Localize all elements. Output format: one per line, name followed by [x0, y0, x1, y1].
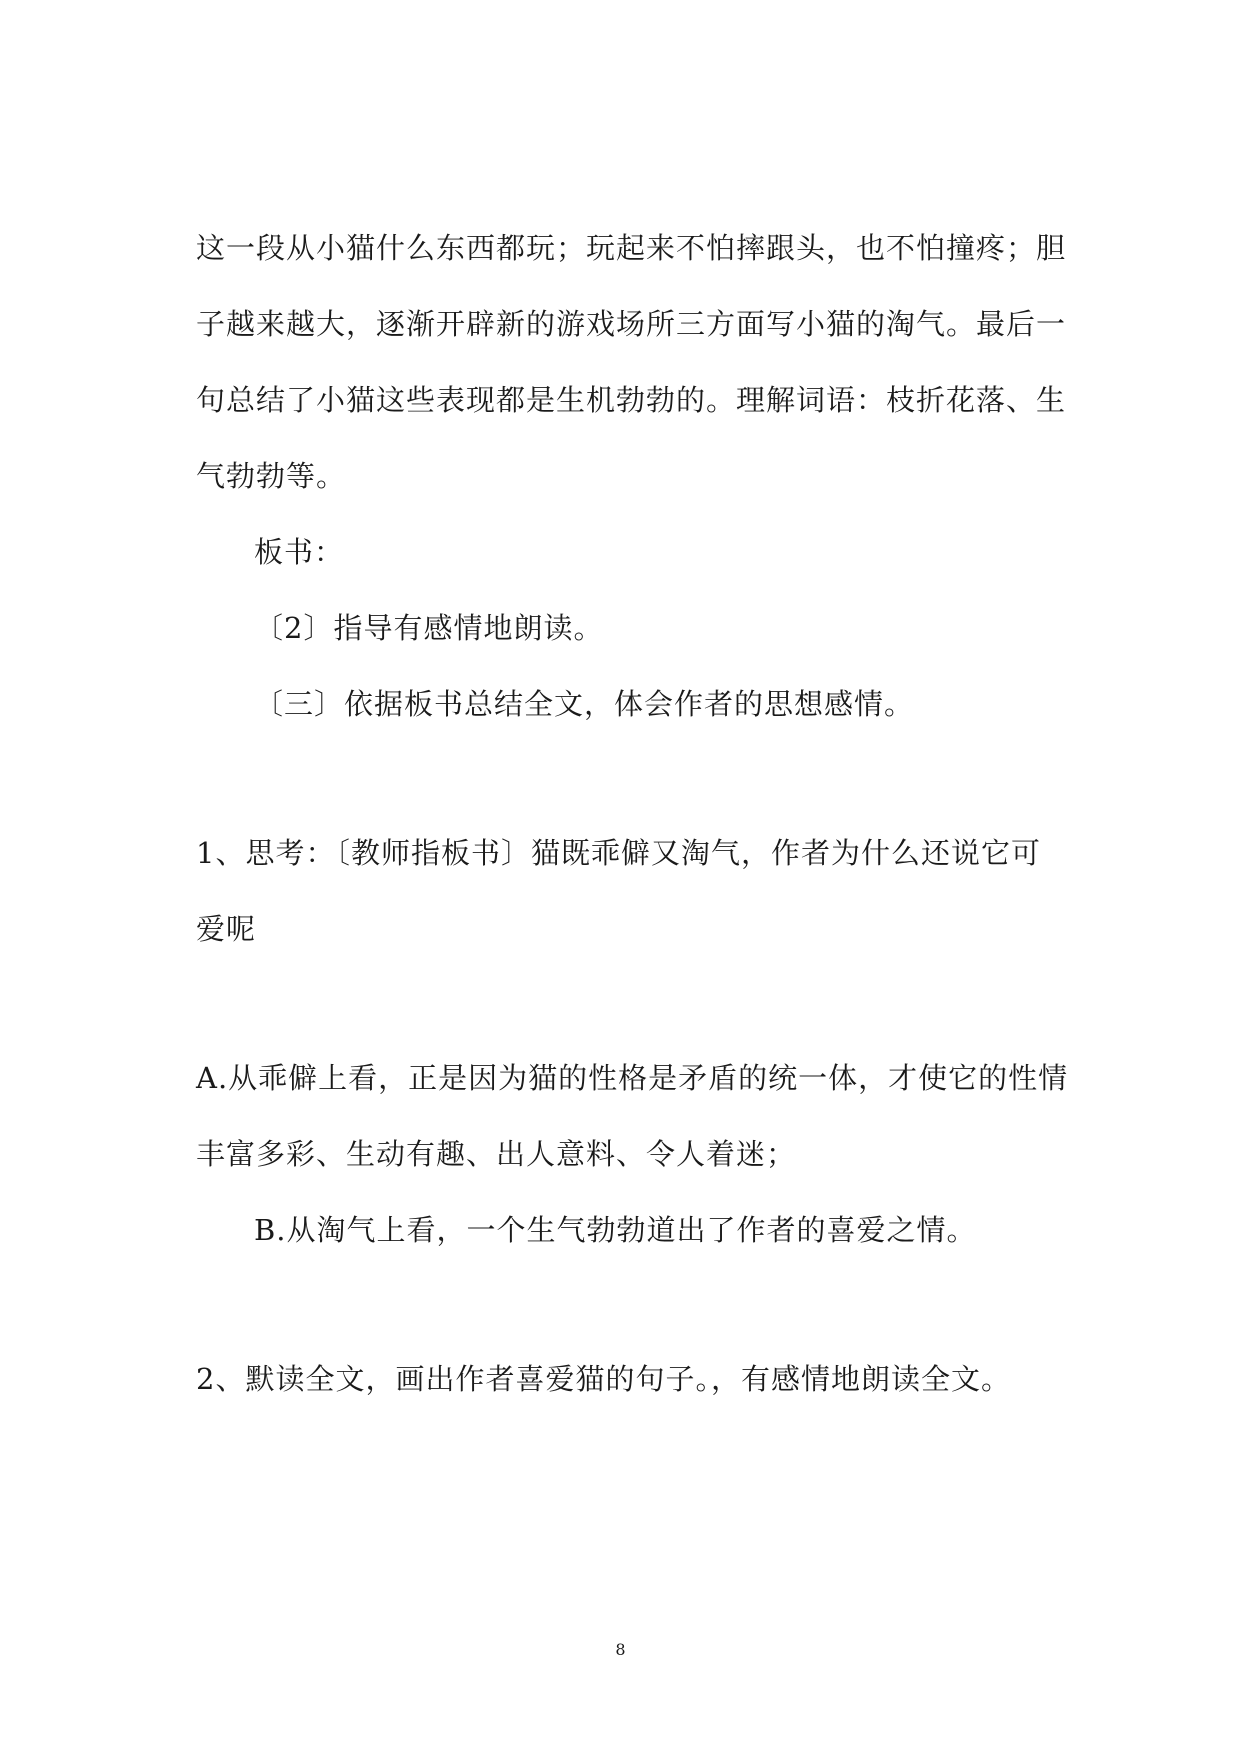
paragraph-line-1: 这一段从小猫什么东西都玩；玩起来不怕摔跟头，也不怕撞疼；胆 [196, 231, 1067, 265]
paragraph-line-4: 气勃勃等。 [196, 459, 347, 493]
step-2-line: 〔2〕指导有感情地朗读。 [254, 611, 604, 645]
question-1-line-2: 爱呢 [196, 912, 257, 946]
board-heading: 板书： [254, 535, 345, 569]
answer-b-line: B.从淘气上看，一个生气勃勃道出了作者的喜爱之情。 [254, 1213, 977, 1247]
answer-a-line-2: 丰富多彩、生动有趣、出人意料、令人着迷； [196, 1137, 797, 1171]
answer-a-line-1: A.从乖僻上看，正是因为猫的性格是矛盾的统一体，才使它的性情 [196, 1061, 1069, 1095]
page-number: 8 [615, 1640, 626, 1659]
step-3-line: 〔三〕依据板书总结全文，体会作者的思想感情。 [254, 687, 915, 721]
paragraph-line-3: 句总结了小猫这些表现都是生机勃勃的。理解词语：枝折花落、生 [196, 383, 1067, 417]
question-1-line-1: 1、思考：〔教师指板书〕猫既乖僻又淘气，作者为什么还说它可 [196, 836, 1041, 870]
question-2-line: 2、默读全文，画出作者喜爱猫的句子。，有感情地朗读全文。 [196, 1362, 1011, 1396]
paragraph-line-2: 子越来越大，逐渐开辟新的游戏场所三方面写小猫的淘气。最后一 [196, 307, 1067, 341]
